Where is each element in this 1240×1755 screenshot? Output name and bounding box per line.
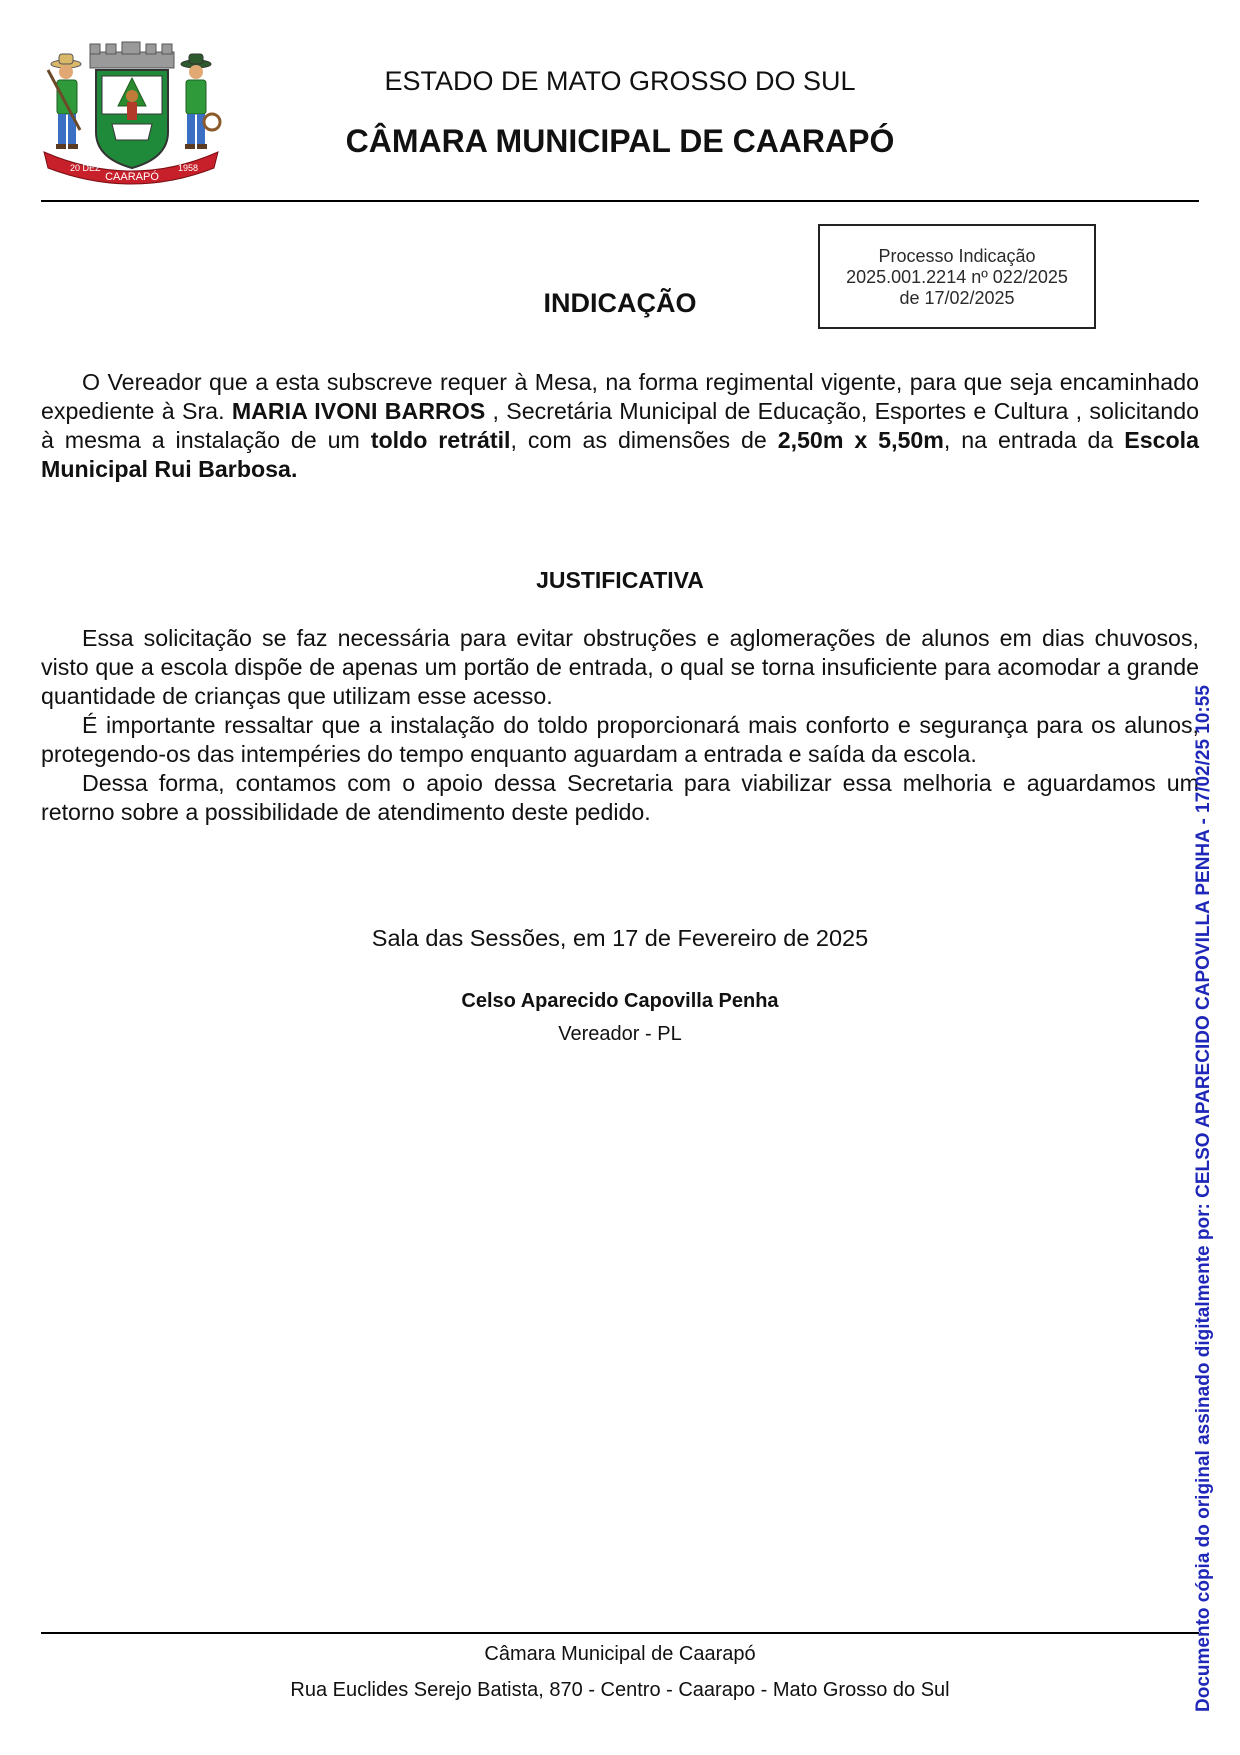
- dimensions: 2,50m x 5,50m: [777, 427, 944, 453]
- stamp-line-3: de 17/02/2025: [899, 288, 1015, 308]
- header-divider: [41, 200, 1199, 202]
- justificativa-body: [41, 624, 1199, 827]
- request-item: toldo retrátil: [370, 427, 511, 453]
- signer-name: Celso Aparecido Capovilla Penha: [461, 990, 779, 1012]
- footer-divider: [41, 1632, 1199, 1634]
- stamp-line-1: Processo Indicação: [878, 246, 1036, 266]
- school-name: Escola Municipal Rui Barbosa.: [41, 427, 1200, 482]
- justificativa-paragraph-2: É importante ressaltar que a instalação do toldo proporcionará mais conforto e segurança para os alunos, protegendo-os das intempéries do tempo enquanto aguardam a entrada e saída da escola.: [41, 712, 1199, 767]
- justificativa-paragraph-1: Essa solicitação se faz necessária para evitar obstruções e aglomerações de alunos em dias chuvosos, visto que a escola dispõe de apenas um portão de entrada, o qual se torna insuficiente para acomodar a grande quantidade de crianças que utilizam esse acesso.: [41, 625, 1199, 709]
- indicacao-paragraph: [41, 368, 1199, 484]
- state-heading: ESTADO DE MATO GROSSO DO SUL: [384, 66, 856, 96]
- footer-institution: Câmara Municipal de Caarapó: [484, 1643, 756, 1665]
- digital-signature-note: Documento cópia do original assinado digitalmente por: CELSO APARECIDO CAPOVILLA PENHA - 17/02/25 10:55: [1193, 685, 1214, 1712]
- indicacao-text-4: , na entrada da: [943, 427, 1125, 453]
- signer-role: Vereador - PL: [558, 1023, 682, 1045]
- chamber-heading: CÂMARA MUNICIPAL DE CAARAPÓ: [345, 123, 895, 159]
- indicacao-text-1: O Vereador que a esta subscreve requer à Mesa, na forma regimental vigente, para que seja encaminhado expediente à Sra.: [41, 369, 1199, 424]
- document-title: INDICAÇÃO: [543, 288, 697, 318]
- justificativa-title: JUSTIFICATIVA: [536, 567, 704, 593]
- stamp-line-2: 2025.001.2214 nº 022/2025: [846, 267, 1068, 287]
- footer-address: Rua Euclides Serejo Batista, 870 - Centro - Caarapo - Mato Grosso do Sul: [290, 1679, 950, 1701]
- place-date: Sala das Sessões, em 17 de Fevereiro de 2025: [371, 925, 869, 951]
- indicacao-text-3: , com as dimensões de: [510, 427, 778, 453]
- banner-left-text: 20 DEZ: [70, 163, 101, 173]
- banner-right-text: 1958: [178, 163, 199, 173]
- banner-center-text: CAARAPÓ: [105, 171, 159, 183]
- justificativa-paragraph-3: Dessa forma, contamos com o apoio dessa Secretaria para viabilizar essa melhoria e aguardamos um retorno sobre a possibilidade de atendimento deste pedido.: [41, 770, 1199, 825]
- indicacao-text-2: , Secretária Municipal de Educação, Esportes e Cultura , solicitando à mesma a instalação de um: [41, 398, 1199, 453]
- coat-of-arms-logo: [40, 40, 222, 190]
- recipient-name: MARIA IVONI BARROS: [231, 398, 486, 424]
